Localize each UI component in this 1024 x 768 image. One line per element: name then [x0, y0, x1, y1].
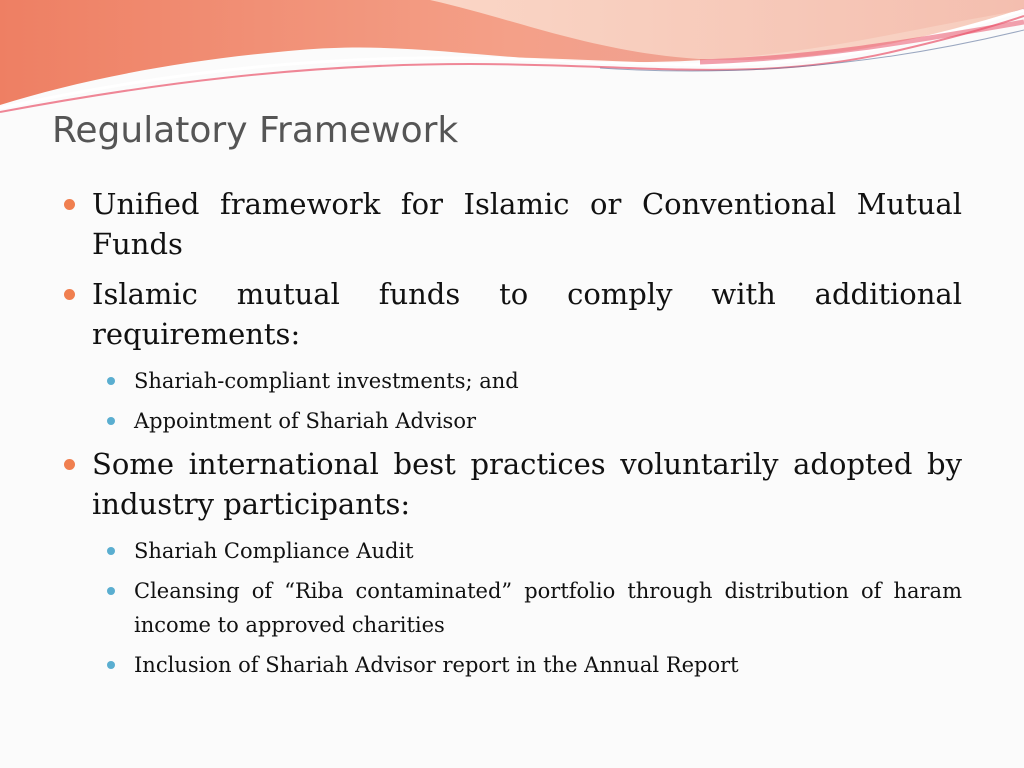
- sub-bullet-item: [62, 534, 962, 568]
- sub-bullet-text: Shariah-compliant investments; and: [134, 369, 519, 393]
- bullet-list: [62, 184, 962, 688]
- sub-bullet-text: Appointment of Shariah Advisor: [134, 409, 476, 433]
- header-wave-decoration: [0, 0, 1024, 120]
- bullet-dot-icon: [64, 459, 75, 470]
- sub-bullet-dot-icon: [107, 661, 115, 669]
- sub-bullet-item: [62, 574, 962, 642]
- sub-bullet-dot-icon: [107, 417, 115, 425]
- sub-bullet-dot-icon: [107, 547, 115, 555]
- bullet-item: [62, 184, 962, 264]
- bullet-text: Islamic mutual funds to comply with additional requirements:: [92, 277, 962, 351]
- bullet-text: Some international best practices voluntarily adopted by industry participants:: [92, 447, 962, 521]
- bullet-item: [62, 444, 962, 524]
- sub-bullet-item: [62, 648, 962, 682]
- bullet-dot-icon: [64, 199, 75, 210]
- sub-bullet-text: Inclusion of Shariah Advisor report in the Annual Report: [134, 653, 739, 677]
- slide-title: Regulatory Framework: [52, 110, 459, 151]
- sub-bullet-text: Shariah Compliance Audit: [134, 539, 414, 563]
- sub-bullet-item: [62, 404, 962, 438]
- sub-bullet-dot-icon: [107, 587, 115, 595]
- bullet-text: Unified framework for Islamic or Conventional Mutual Funds: [92, 187, 962, 261]
- bullet-dot-icon: [64, 289, 75, 300]
- sub-bullet-item: [62, 364, 962, 398]
- sub-bullet-text: Cleansing of “Riba contaminated” portfolio through distribution of haram income to approved charities: [134, 579, 962, 637]
- bullet-item: [62, 274, 962, 354]
- sub-bullet-dot-icon: [107, 377, 115, 385]
